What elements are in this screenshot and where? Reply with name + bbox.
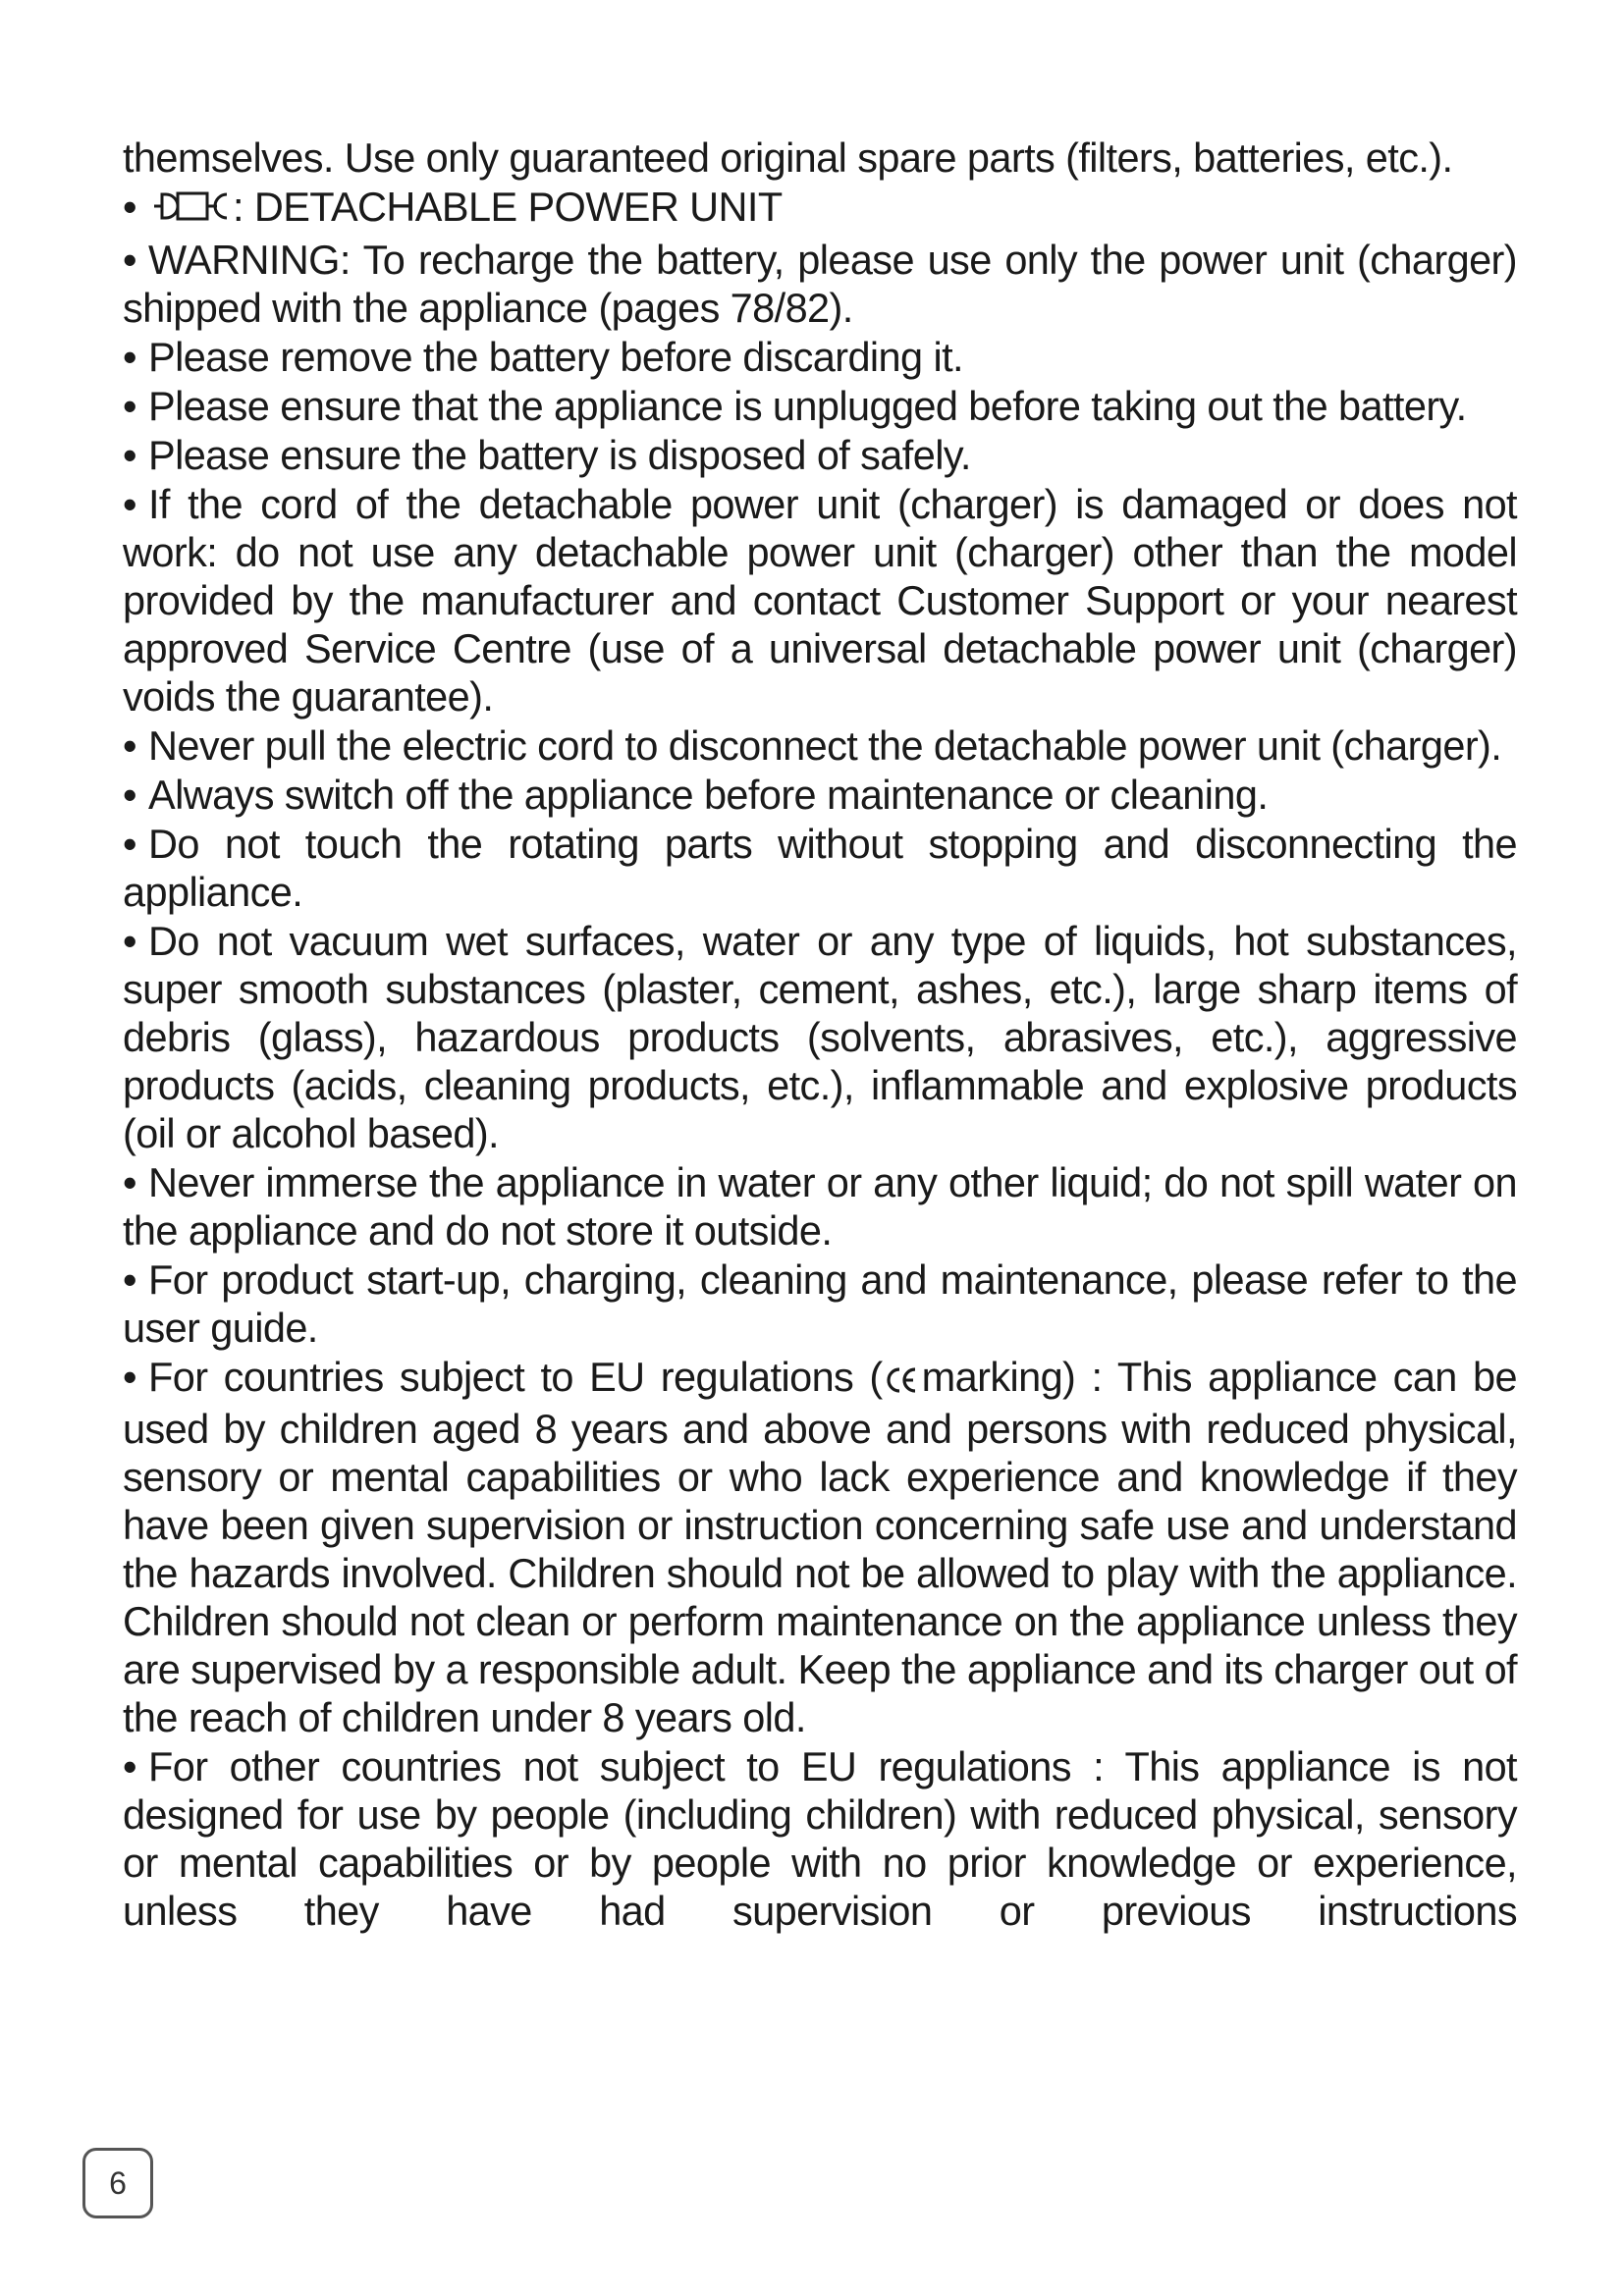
bullet: • [123, 481, 136, 527]
paragraph-pull-cord [123, 721, 1517, 770]
paragraph-text-before-mark: For countries subject to EU regulations ( [148, 1354, 883, 1400]
paragraph-do-not-vacuum [123, 917, 1517, 1157]
paragraph-text: : DETACHABLE POWER UNIT [233, 184, 783, 230]
bullet: • [123, 772, 136, 818]
paragraph-text: themselves. Use only guaranteed original spare parts (filters, batteries, etc.). [123, 134, 1453, 181]
paragraph-text: For product start-up, charging, cleaning and maintenance, please refer to the user guide. [123, 1256, 1517, 1351]
bullet: • [123, 383, 136, 429]
detachable-power-unit-icon [148, 187, 233, 235]
ce-mark-icon [885, 1357, 918, 1405]
paragraph-text: Please ensure that the appliance is unplugged before taking out the battery. [148, 383, 1467, 429]
paragraph-rotating-parts [123, 820, 1517, 916]
paragraph-unplug-before-battery [123, 382, 1517, 430]
paragraph-text: If the cord of the detachable power unit (charger) is damaged or does not work: do not use any detachable power unit (charger) other than the model provided by the manufacturer and contact Customer Support or your nearest approved Service Centre (use of a universal detachable power unit (charger) voids the guarantee). [123, 481, 1517, 720]
bullet: • [123, 1159, 136, 1205]
paragraph-never-immerse [123, 1158, 1517, 1255]
bullet: • [123, 1256, 136, 1303]
bullet: • [123, 918, 136, 964]
bullet: • [123, 722, 136, 769]
paragraph-user-guide [123, 1255, 1517, 1352]
paragraph-damaged-cord [123, 480, 1517, 721]
paragraph-text: Please ensure the battery is disposed of safely. [148, 432, 971, 478]
paragraph-text: WARNING: To recharge the battery, please use only the power unit (charger) shipped with the appliance (pages 78/82). [123, 237, 1517, 331]
document-body [123, 133, 1517, 1936]
paragraph-text: Do not touch the rotating parts without stopping and disconnecting the appliance. [123, 821, 1517, 915]
paragraph-switch-off [123, 771, 1517, 819]
paragraph-text: Always switch off the appliance before maintenance or cleaning. [148, 772, 1269, 818]
bullet: • [123, 1354, 136, 1400]
bullet: • [123, 184, 136, 230]
bullet: • [123, 821, 136, 867]
bullet: • [123, 237, 136, 283]
bullet: • [123, 1743, 136, 1789]
paragraph-dispose-battery [123, 431, 1517, 479]
paragraph-warning-recharge [123, 236, 1517, 332]
paragraph-eu-regulations [123, 1353, 1517, 1741]
bullet: • [123, 432, 136, 478]
paragraph-text: For other countries not subject to EU regulations : This appliance is not designed for use by people (including children) with reduced physical, sensory or mental capabilities or by people with no prior knowledge or experience, unless they have had supervision or previous instructions [123, 1743, 1517, 1934]
paragraph-text: Do not vacuum wet surfaces, water or any type of liquids, hot substances, super smooth substances (plaster, cement, ashes, etc.), large sharp items of debris (glass), hazardous products (solvents, abrasives, etc.), aggressive products (acids, cleaning products, etc.), inflammable and explosive products (oil or alcohol based). [123, 918, 1517, 1156]
paragraph-text: Please remove the battery before discarding it. [148, 334, 963, 380]
page-number: 6 [82, 2148, 153, 2218]
paragraph-text: Never pull the electric cord to disconnect the detachable power unit (charger). [148, 722, 1502, 769]
paragraph-text-after-mark: marking) : This appliance can be used by children aged 8 years and above and persons with reduced physical, sensory or mental capabilities or who lack experience and knowledge if they have been given supervision or instruction concerning safe use and understand the hazards involved. Children should not be allowed to play with the appliance. Children should not clean or perform maintenance on the appliance unless they are supervised by a responsible adult. Keep the appliance and its charger out of the reach of children under 8 years old. [123, 1354, 1517, 1740]
paragraph-detachable-power-unit [123, 183, 1517, 235]
paragraph-spare-parts [123, 133, 1517, 182]
paragraph-remove-battery [123, 333, 1517, 381]
paragraph-text: Never immerse the appliance in water or any other liquid; do not spill water on the appliance and do not store it outside. [123, 1159, 1517, 1254]
paragraph-other-countries [123, 1742, 1517, 1935]
bullet: • [123, 334, 136, 380]
